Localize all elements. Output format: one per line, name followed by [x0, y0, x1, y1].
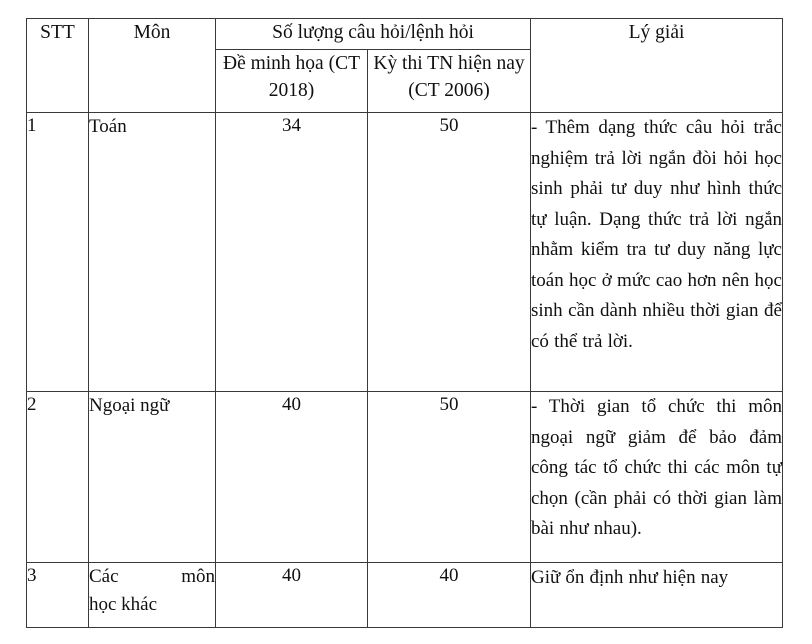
cell-mon-row1: Toán	[89, 113, 216, 392]
column-header-ly-giai: Lý giải	[531, 19, 783, 113]
cell-mon-row3-line1: Các môn	[89, 566, 215, 587]
header-row-top	[27, 19, 783, 50]
cell-mon-row2: Ngoại ngữ	[89, 392, 216, 563]
table-body	[27, 113, 783, 628]
column-header-ky-thi-tn: Kỳ thi TN hiện nay (CT 2006)	[368, 50, 531, 113]
cell-de-minh-hoa-row1: 34	[216, 113, 368, 392]
cell-ly-giai-row1: - Thêm dạng thức câu hỏi trắc nghiệm trả lời ngắn đòi hỏi học sinh phải tư duy như hình thức tự luận. Dạng thức trả lời ngắn nhằm kiểm tra tư duy năng lực toán học ở mức cao hơn nên học sinh cần dành nhiều thời gian để có thể trả lời.	[531, 113, 783, 392]
cell-ky-thi-row3: 40	[368, 563, 531, 628]
cell-ly-giai-row3: Giữ ổn định như hiện nay	[531, 563, 783, 628]
table-row	[27, 563, 783, 628]
cell-mon-row3-line2: học khác	[89, 594, 158, 615]
cell-stt-row1: 1	[27, 113, 89, 392]
cell-stt-row2: 2	[27, 392, 89, 563]
cell-mon-row3	[89, 563, 216, 628]
table-row	[27, 392, 783, 563]
cell-de-minh-hoa-row2: 40	[216, 392, 368, 563]
cell-de-minh-hoa-row3: 40	[216, 563, 368, 628]
cell-ky-thi-row1: 50	[368, 113, 531, 392]
cell-ky-thi-row2: 50	[368, 392, 531, 563]
table-header	[27, 19, 783, 113]
column-header-stt: STT	[27, 19, 89, 113]
cell-stt-row3: 3	[27, 563, 89, 628]
exam-comparison-table	[26, 18, 783, 628]
cell-ly-giai-row2: - Thời gian tổ chức thi môn ngoại ngữ giảm để bảo đảm công tác tổ chức thi các môn tự chọn (cần phải có thời gian làm bài như nhau).	[531, 392, 783, 563]
column-header-question-count-group: Số lượng câu hỏi/lệnh hỏi	[216, 19, 531, 50]
column-header-de-minh-hoa: Đề minh họa (CT 2018)	[216, 50, 368, 113]
column-header-mon: Môn	[89, 19, 216, 113]
table-row	[27, 113, 783, 392]
